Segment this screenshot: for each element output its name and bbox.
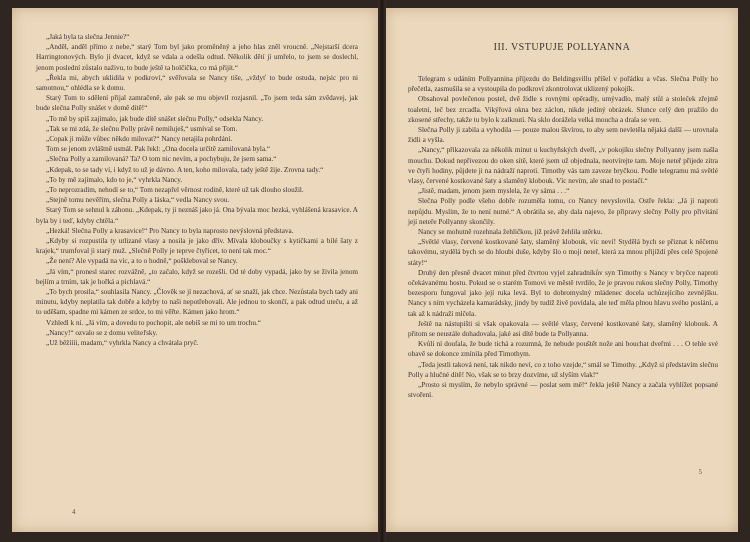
book-gutter: [378, 0, 386, 542]
paragraph: Starý Tom to sdělení přijal zamračeně, ale pak se mu objevil rozjasnil. „To jsem teda sám zvědavej, jak bude slečna Polly snášet v domě dítě!“: [36, 94, 358, 113]
paragraph: „Nancy,“ přikazovala za několik minut u kuchyňských dveří, „v pokojíku slečny Pollyanny jsem našla mouchu. Dokud nepřivezou do oken sítě, které jsem už objednala, neotvírejte tam. Moje neteř přijede zítra ve čtyři hodiny, půjdete ji na nádraží naproti. Timothy vás tam zaveze bryčkou. Podle telegramu má světlé vlasy, červené kostkované šaty a slaměný klobouk. Víc nevím, ale snad to postačí.“: [408, 146, 718, 186]
paragraph: „Prosto si myslím, že nebylo správné — poslat sem mě!“ řekla ještě Nancy a začala vyhlížet popsané stvoření.: [408, 381, 718, 400]
paragraph: „Stejně tomu nevěřím, slečna Polly a láska,“ vedla Nancy svou.: [46, 196, 230, 205]
paragraph: Starý Tom se sehnul k záhonu. „Kdepak, ty ji neznáš jako já. Ona bývala moc hezká, vyhlášená krasavice. A byla by i teď, kdyby chtěla.“: [36, 206, 358, 225]
left-page-text: [36, 32, 358, 348]
paragraph: Ještě na nástupišti si však opakovala — světlé vlasy, červené kostkované šaty, slaměný klobouk. A přitom se neustále dohadovala, jaké asi dítě bude ta Pollyanna.: [408, 319, 718, 339]
paragraph: „Tak se mi zdá, že slečnu Polly právě nemiluješ,“ usmíval se Tom.: [46, 124, 238, 133]
paragraph: Nancy se mohutně rozehnala žehličkou, již právě žehlila utěrku.: [418, 228, 603, 237]
paragraph: „Slečna Polly a zamilovaná? Ta? O tom nic nevím, a pochybuju, že jsem sama.“: [46, 155, 277, 164]
paragraph: „Jaká byla ta slečna Jennie?“: [46, 33, 130, 41]
paragraph: „Nancy!“ ozvalo se z domu veliteľsky.: [46, 328, 158, 337]
right-page-text: [408, 74, 718, 401]
paragraph: Kvůli ní doufala, že bude tichá a rozumná, že nebude pouštět nože ani bouchat dveřmi . . . O tehle své obavě se dokonce zmínila před Timothym.: [408, 340, 718, 359]
paragraph: „Světlé vlasy, červené kostkované šaty, slaměný klobouk, víc neví! Stydělá bych se přiznat k něčemu takovému, stydělá bych se do hloubi duše, kdyby šlo o moji neteř, která za mnou přijíždí přes celé Spojené státy!“: [408, 238, 718, 267]
paragraph: Tom se jenom zvláštně usmál. Pak řekl: „Ona docela určitě zamilovaná byla.“: [46, 145, 271, 154]
paragraph: Obsahoval povlečenou postel, dvě židle s rovnými opěradly, umývadlo, malý stůl a stoleček zřejmě toaletní, leč bez zrcadla. Vikýřová okna bez záclon, nikde jediný obrázek. Slunce celý den pražilo do zkosené střechy, takže tu bylo k zalknutí. Na sklo dorážela velká moucha a drala se ven.: [408, 95, 718, 124]
paragraph: Vzhledl k ní. „Já vím, a dovedu to pochopit, ale nebíš se mi to um trochu.“: [46, 318, 261, 327]
paragraph: „Že není? Ale vypadá na víc, a to o hodně,“ poškleboval se Nancy.: [46, 257, 238, 266]
paragraph: „Já vím,“ pronesl starec rozvážně, „to začalo, když se rozešli. Od té doby vypadá, jako by se živila jenom bejlím a trním, tak je hořká a pichlavá.“: [36, 267, 358, 286]
paragraph: „Copak ji může vůbec někdo milovat?“ Nancy netajila pohrdání.: [46, 135, 233, 144]
paragraph: Telegram s udáním Pollyannina příjezdu do Beldingsvillu přišel v pořádku a včas. Slečna Polly ho přečetla, zasmušila se a vystoupila do podkroví zkontrolovat uklizený pokojík.: [408, 75, 718, 94]
paragraph: „Jistě, madam, jenom jsem myslela, že vy sáma . . .“: [418, 187, 570, 196]
paragraph: „To mě by spíš zajímalo, jak bude dítě snášet slečnu Polly,“ odsekla Nancy.: [46, 114, 264, 123]
page-number-left: 4: [72, 508, 76, 516]
paragraph: „To bych prosila,“ souhlasila Nancy. „Člověk se jí nezachová, ať se snaží, jak chce. Nezůstala bych tady ani minutu, kdyby neplatila tak dobře a kdyby to naši nepotřebovali. Ale jednou to skončí, a pak odtud uteču, a až to uděšam, spadne mi kámen ze srdce, to mi věřte. Kámen jako hrom.“: [36, 288, 358, 317]
paragraph: „Kdyby si rozpustila ty utlizané vlasy a nosila je jako dřív. Mívala kloboučky s kytičkami a bílé šaty z krajek,“ trumfoval ji starý muž. „Slečně Polly je teprve čtyřicet, to není tak moc.“: [36, 237, 358, 256]
paragraph: „Teda jestli taková není, tak nikdo neví, co z toho vzejde,“ smál se Timothy. „Když si představím slečnu Polly a hlučné dítě! No, však se to brzy dozvíme, už slyším vlak!“: [408, 360, 718, 379]
paragraph: „Anděl, anděl přímo z nebe,“ starý Tom byl jako proměněný a jeho hlas zněl vroucně. „Nejstarší dcera Harringtonových. Bylo jí dvacet, když se vdala a odešla odtud. Několik dětí jí umřelo, to jsem se doslechl, jenom poslední zůstalo naživu, to bude ještě ta holčička, co má přijít.“: [36, 43, 358, 72]
paragraph: „To neprozradím, nehodí se to,“ Tom nezapřel věrnost rodině, které už tak dlouho sloužil.: [46, 186, 304, 195]
page-number-right: 5: [698, 468, 702, 476]
paragraph: Slečna Polly podle všeho dobře rozuměla tomu, co Nancy nevyslovila. Ostře řekla: „Já jí naproti nepůjdu. Myslím, že to není nutné.“ A obrátila se, aby dala najevo, že připravy slečny Polly pro přivítání její neteře Pollyanny skončily.: [408, 197, 718, 226]
paragraph: „Hezká! Slečna Polly a krasavice!“ Pro Nancy to byla naprosto nevýslovná představa.: [46, 226, 294, 235]
paragraph: „Už běžíííi, madam,“ vyhrkla Nancy a chvátala pryč.: [46, 339, 199, 348]
paragraph: Druhý den přesně dvacet minut před čtvrtou vyjel zahradníkův syn Timothy s Nancy v bryčce naproti očekávanému hostu. Pokud se o starém Tomovi ve městě tvrdilo, že je pravou rukou slečny Polly, Timothy bezesporu fungoval jako její ruka levá. Byl to dobromyslný mládenec docela uchůzejícího zevnějšku. Nancy s ním vycházela kamarádsky, jindy by tudíž živě povídala, ale teď měla plnou hlavu svého poslání, a tak až k nádraží mlčela.: [408, 268, 718, 318]
paragraph: „To by mě zajímalo, kdo to je,“ vyhrkla Nancy.: [46, 175, 183, 184]
chapter-title: III. VSTUPUJE POLLYANNA: [493, 42, 631, 53]
right-page: [386, 8, 738, 532]
paragraph: „Kdepak, to se tady ví, i když to už je dávno. A ten, koho milovala, tady ještě žije. Zrovna tady.“: [46, 165, 324, 174]
paragraph: Slečna Polly ji zabila a vyhodila — pouze malou škvírou, to aby sem nevletěla nějaká další — urovnala židli a vyšla.: [408, 126, 718, 145]
left-page: [12, 8, 378, 532]
paragraph: „Řekla mi, abych uklidila v podkroví,“ svěřovala se Nancy tiše, „vždyť to bude ostuda, nejsic pro ni samotnou,“ ohlédla se k domu.: [36, 73, 358, 93]
